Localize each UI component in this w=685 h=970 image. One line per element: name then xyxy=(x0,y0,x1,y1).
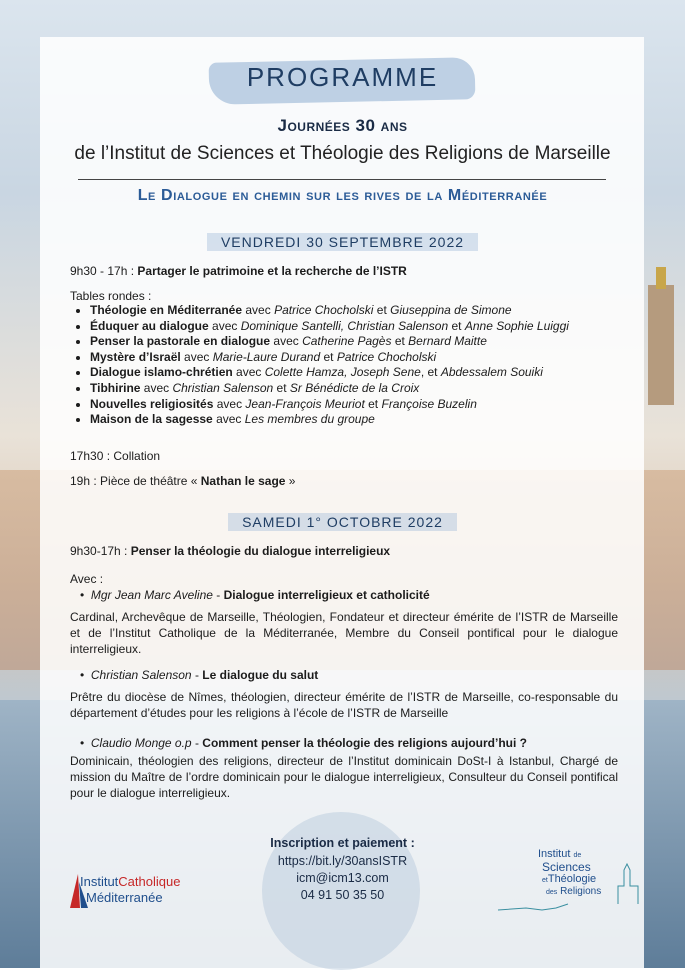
theme-title: Le Dialogue en chemin sur les rives de la Méditerranée xyxy=(137,187,548,204)
avec-label: Avec : xyxy=(70,572,104,586)
speaker-3-bio: Dominicain, théologien des religions, directeur de l’Institut dominicain DoSt-I à Istanbul, Chargé de mission du Maître de l’ordre dominicain pour le dialogue interreligieux, Consulteur du Conseil pontifical pour le dialogue interreligieux. xyxy=(70,754,618,800)
tables-label: Tables rondes : xyxy=(70,289,152,303)
istr-logo: Institut de Sciences etThéologie des Religions xyxy=(532,848,642,912)
istr-logo-basilica xyxy=(614,860,644,910)
subtitle-institute: de l’Institut de Sciences et Théologie des Religions de Marseille xyxy=(74,143,611,164)
icm-logo xyxy=(64,868,204,912)
speaker-2-bio: Prêtre du diocèse de Nîmes, théologien, directeur émérite de l’ISTR de Marseille, co-responsable du département d’études pour les religions à l’école de l’ISTR de Marseille xyxy=(70,690,618,720)
round-tables-list xyxy=(76,303,569,428)
round-table-item: • Dialogue islamo-chrétien avec Colette Hamza, Joseph Sene, et Abdessalem Souiki xyxy=(90,365,569,381)
subtitle-anniversary: Journées 30 ans xyxy=(277,116,408,135)
icm-logo-word3: Méditerranée xyxy=(86,890,163,905)
round-table-item: • Nouvelles religiosités avec Jean-François Meuriot et Françoise Buzelin xyxy=(90,397,569,413)
background-basilica xyxy=(648,285,674,405)
contact-heading: Inscription et paiement : xyxy=(270,836,415,850)
round-table-item: • Penser la pastorale en dialogue avec Catherine Pagès et Bernard Maitte xyxy=(90,334,569,350)
contact-email[interactable]: icm@icm13.com xyxy=(296,871,389,885)
day1-session: 9h30 - 17h : Partager le patrimoine et la recherche de l’ISTR xyxy=(70,264,407,278)
round-table-item: • Tibhirine avec Christian Salenson et Sr Bénédicte de la Croix xyxy=(90,381,569,397)
round-table-item: • Mystère d’Israël avec Marie-Laure Durand et Patrice Chocholski xyxy=(90,350,569,366)
round-table-item: • Éduquer au dialogue avec Dominique Santelli, Christian Salenson et Anne Sophie Luiggi xyxy=(90,319,569,335)
speaker-1: • Mgr Jean Marc Aveline - Dialogue interreligieux et catholicité xyxy=(80,588,430,602)
contact-phone: 04 91 50 35 50 xyxy=(300,888,385,902)
speaker-3: • Claudio Monge o.p - Comment penser la théologie des religions aujourd’hui ? xyxy=(80,736,527,750)
divider xyxy=(78,179,606,180)
round-table-item: • Maison de la sagesse avec Les membres du groupe xyxy=(90,412,569,428)
round-table-item: • Théologie en Méditerranée avec Patrice Chocholski et Giuseppina de Simone xyxy=(90,303,569,319)
contact-url[interactable]: https://bit.ly/30ansISTR xyxy=(277,854,408,868)
icm-logo-word1: Institut xyxy=(80,874,119,889)
day2-heading: SAMEDI 1° OCTOBRE 2022 xyxy=(0,513,685,531)
speaker-2: • Christian Salenson - Le dialogue du salut xyxy=(80,668,319,682)
day2-session: 9h30-17h : Penser la théologie du dialogue interreligieux xyxy=(70,544,391,558)
speaker-1-bio: Cardinal, Archevêque de Marseille, Théologien, Fondateur et directeur émérite de l’ISTR de Marseille et de l’Institut Catholique de la Méditerranée, Membre du Conseil pontifical pour le dialogue interreligieux. xyxy=(70,610,618,656)
collation: 17h30 : Collation xyxy=(70,449,161,463)
icm-logo-word2: Catholique xyxy=(118,874,181,889)
page-title: PROGRAMME xyxy=(246,62,439,92)
istr-logo-skyline xyxy=(496,858,606,922)
theatre: 19h : Pièce de théâtre « Nathan le sage » xyxy=(70,474,296,488)
day1-heading: VENDREDI 30 SEPTEMBRE 2022 xyxy=(0,233,685,251)
